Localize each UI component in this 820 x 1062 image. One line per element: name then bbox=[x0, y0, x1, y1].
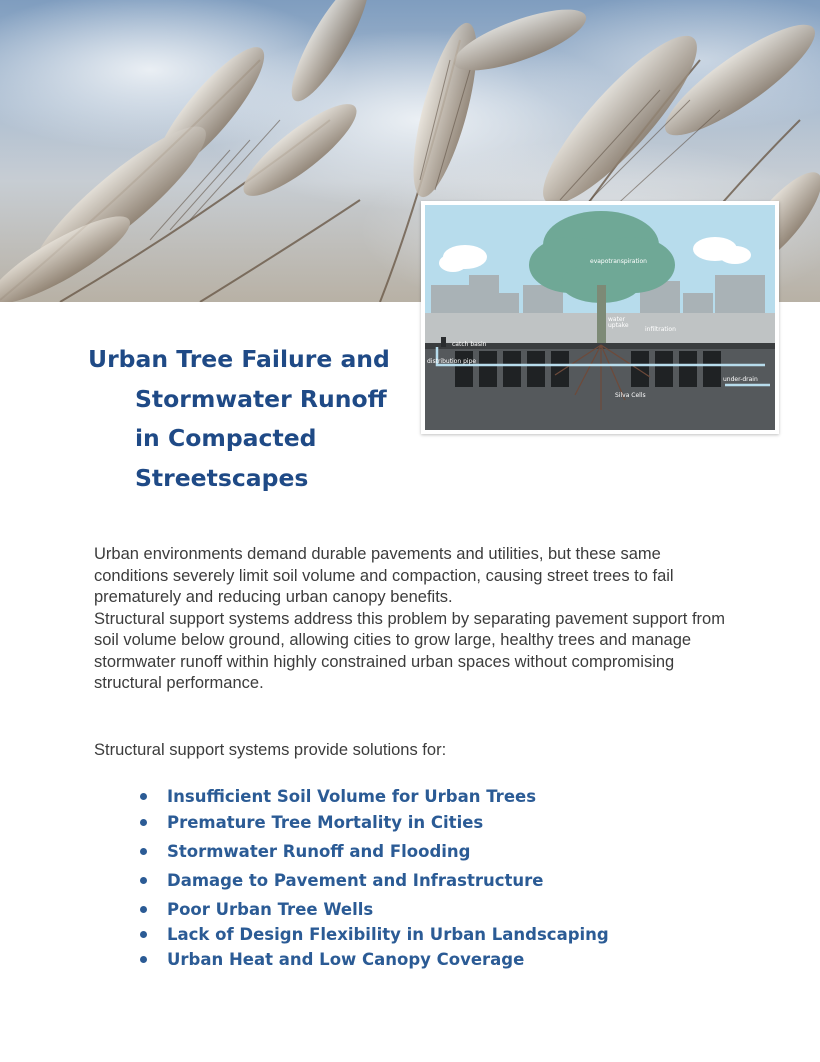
body-paragraph-1: Urban environments demand durable pavements and utilities, but these same conditions severely limit soil volume and compaction, causing street trees to fail prematurely and reducing urban canopy benefits. bbox=[94, 545, 674, 606]
label-water: water bbox=[608, 316, 626, 323]
title-line-1: Urban Tree Failure and bbox=[88, 345, 390, 373]
bullet-icon bbox=[140, 848, 147, 855]
bullet-icon bbox=[140, 906, 147, 913]
page-title bbox=[88, 340, 408, 498]
silva-cells-diagram-illustration bbox=[425, 205, 775, 430]
stormwater-diagram bbox=[421, 201, 779, 434]
bullet-icon bbox=[140, 877, 147, 884]
label-distribution-pipe: distribution pipe bbox=[427, 358, 477, 365]
label-under-drain: under-drain bbox=[723, 376, 758, 383]
label-catch-basin: catch basin bbox=[452, 341, 487, 348]
title-line-3: in Compacted bbox=[135, 424, 317, 452]
label-silva-cells: Silva Cells bbox=[615, 392, 646, 399]
body-paragraph-2: Structural support systems address this problem by separating pavement support from soil volume below ground, allowing cities to grow large, healthy trees and manage stormwater runoff within highly constrained urban spaces without compromising structural performance. bbox=[94, 609, 725, 692]
label-uptake: uptake bbox=[608, 322, 629, 329]
title-line-4: Streetscapes bbox=[135, 463, 309, 492]
title-line-2: Stormwater Runoff bbox=[135, 384, 387, 413]
body-text bbox=[94, 544, 734, 695]
solutions-intro: Structural support systems provide solutions for: bbox=[94, 741, 447, 759]
bullet-icon bbox=[140, 819, 147, 826]
label-evapotranspiration: evapotranspiration bbox=[590, 258, 647, 265]
bullet-icon bbox=[140, 793, 147, 800]
bullet-icon bbox=[140, 931, 147, 938]
bullet-icon bbox=[140, 956, 147, 963]
label-infiltration: infiltration bbox=[645, 326, 676, 333]
